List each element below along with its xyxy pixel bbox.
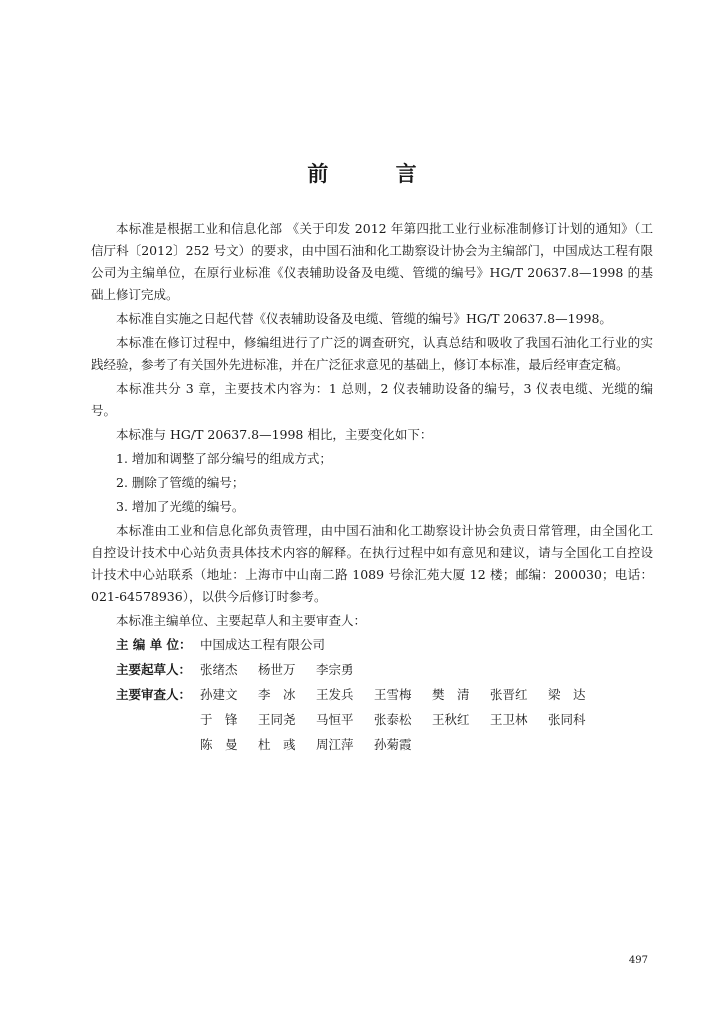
- chief-unit-row: [116, 634, 653, 656]
- drafters-row: [116, 659, 653, 681]
- chief-unit-label: 主 编 单 位：: [116, 637, 192, 652]
- reviewer-name: 孙建文: [200, 687, 238, 702]
- reviewer-name: 王秋红: [432, 712, 470, 727]
- drafters-label: 主要起草人：: [116, 662, 192, 677]
- page-number: 497: [628, 955, 648, 966]
- paragraph-revision-process: 本标准在修订过程中，修编组进行了广泛的调查研究，认真总结和吸收了我国石油化工行业的实践经验，参考了有关国外先进标准，并在广泛征求意见的基础上，修订本标准，最后经审查定稿。: [91, 335, 653, 372]
- reviewer-name: 于 锋: [200, 712, 238, 727]
- reviewer-name: 梁 达: [548, 687, 586, 702]
- paragraph-people-intro: 本标准主编单位、主要起草人和主要审查人：: [116, 613, 367, 628]
- reviewer-name: 马恒平: [316, 712, 354, 727]
- change-item-1: 1. 增加和调整了部分编号的组成方式；: [116, 451, 332, 466]
- reviewer-name: 王发兵: [316, 687, 354, 702]
- reviewer-name: 樊 清: [432, 687, 470, 702]
- reviewer-name: 王卫林: [490, 712, 528, 727]
- paragraph-replacement: 本标准自实施之日起代替《仪表辅助设备及电缆、管缆的编号》HG/T 20637.8—1998。: [116, 311, 612, 326]
- reviewer-name: 孙菊霞: [374, 737, 412, 752]
- reviewer-name: 周江萍: [316, 737, 354, 752]
- preface-body: [91, 218, 653, 759]
- reviewer-name: 王同尧: [258, 712, 296, 727]
- paragraph-changes-intro: 本标准与 HG/T 20637.8—1998 相比，主要变化如下：: [116, 427, 433, 442]
- drafters-list: [200, 659, 653, 681]
- reviewer-name: 张泰松: [374, 712, 412, 727]
- reviewer-name: 杜 彧: [258, 737, 296, 752]
- change-item-2: 2. 删除了管缆的编号；: [116, 475, 245, 490]
- drafter-name: 张绪杰: [200, 662, 238, 677]
- page-title: 前 言: [307, 162, 447, 186]
- reviewers-label: 主要审查人：: [116, 687, 192, 702]
- reviewer-name: 李 冰: [258, 687, 296, 702]
- paragraph-contents: 本标准共分 3 章，主要技术内容为：1 总则，2 仪表辅助设备的编号，3 仪表电缆、光缆的编号。: [91, 381, 653, 418]
- drafter-name: 李宗勇: [316, 662, 354, 677]
- reviewer-name: 张晋红: [490, 687, 528, 702]
- people-section: [91, 634, 653, 756]
- reviewers-list: [200, 684, 653, 756]
- reviewer-name: 张同科: [548, 712, 586, 727]
- reviewer-name: 陈 曼: [200, 737, 238, 752]
- reviewer-name: 王雪梅: [374, 687, 412, 702]
- change-item-3: 3. 增加了光缆的编号。: [116, 499, 245, 514]
- paragraph-management: 本标准由工业和信息化部负责管理，由中国石油和化工勘察设计协会负责日常管理，由全国化工自控设计技术中心站负责具体技术内容的解释。在执行过程中如有意见和建议，请与全国化工自控设计技术中心站联系（地址：上海市中山南二路 1089 号徐汇苑大厦 12 楼；邮编：200030；电话：021-64578936），以供今后修订时参考。: [91, 523, 653, 604]
- drafter-name: 杨世万: [258, 662, 296, 677]
- paragraph-origin: 本标准是根据工业和信息化部 《关于印发 2012 年第四批工业行业标准制修订计划的通知》（工信厅科〔2012〕252 号文）的要求，由中国石油和化工勘察设计协会为主编部门，中国成达工程有限公司为主编单位，在原行业标准《仪表辅助设备及电缆、管缆的编号》HG/T 20637.8—1998 的基础上修订完成。: [91, 221, 653, 302]
- reviewers-row: [116, 684, 653, 756]
- chief-unit-value: 中国成达工程有限公司: [200, 637, 326, 652]
